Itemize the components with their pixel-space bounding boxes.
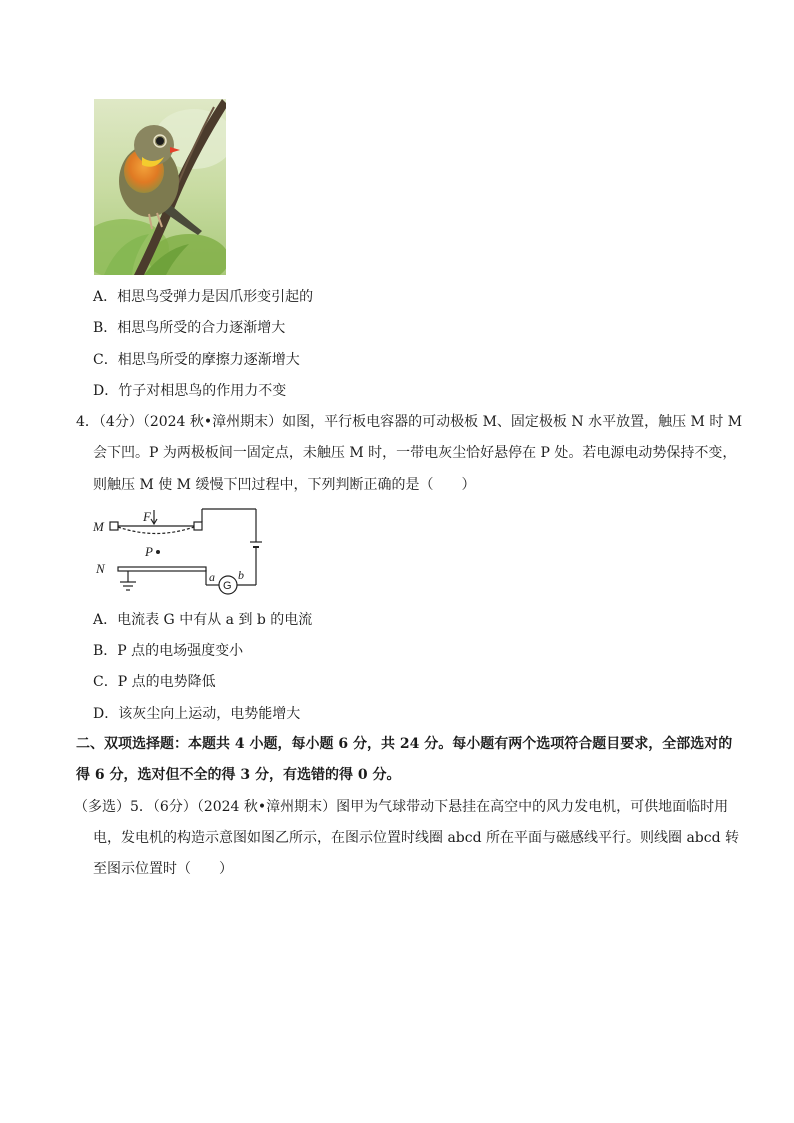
q5-stem-line-2: 电，发电机的构造示意图如图乙所示，在图示位置时线圈 abcd 所在平面与磁感线平行。则线圈 abcd 转 — [93, 830, 740, 846]
label-f: F — [143, 509, 151, 524]
q4-stem-line-1: 4．（4分）（2024 秋•漳州期末）如图，平行板电容器的可动极板 M、固定极板 N 水平放置，触压 M 时 M — [76, 414, 743, 430]
label-n: N — [96, 561, 105, 576]
plate-m-right-support — [194, 522, 202, 530]
q5-stem-line-3: 至图示位置时（ ） — [93, 861, 233, 877]
plate-n — [118, 567, 206, 571]
label-b: b — [238, 568, 244, 582]
section-2-heading-line-1: 二、双项选择题：本题共 4 小题，每小题 6 分，共 24 分。每小题有两个选项符合题目要求，全部选对的 — [76, 736, 733, 752]
label-a: a — [209, 570, 215, 584]
circuit-svg — [92, 506, 270, 598]
label-p: P — [145, 544, 153, 559]
q4-option-c: C．P 点的电势降低 — [93, 674, 216, 690]
plate-m-left-support — [110, 522, 118, 530]
q4-option-d: D．该灰尘向上运动，电势能增大 — [93, 706, 301, 722]
point-p-dot — [156, 550, 160, 554]
plate-m-deformed — [118, 527, 194, 534]
label-g: G — [223, 580, 232, 592]
section-2-heading-line-2: 得 6 分，选对但不全的得 3 分，有选错的得 0 分。 — [76, 767, 401, 783]
label-m: M — [93, 519, 104, 534]
q5-stem-line-1: （多选）5．（6分）（2024 秋•漳州期末）图甲为气球带动下悬挂在高空中的风力发电机，可供地面临时用 — [74, 799, 729, 815]
q4-stem-line-2: 会下凹。P 为两极板间一固定点，未触压 M 时，一带电灰尘恰好悬停在 P 处。若电源电动势保持不变， — [93, 445, 737, 461]
q4-stem-line-3: 则触压 M 使 M 缓慢下凹过程中，下列判断正确的是（ ） — [93, 477, 476, 493]
capacitor-circuit-diagram — [92, 506, 270, 598]
bird-photo — [94, 99, 226, 275]
q4-option-b: B．P 点的电场强度变小 — [93, 643, 244, 659]
q3-option-d: D．竹子对相思鸟的作用力不变 — [93, 383, 287, 399]
q3-option-b: B．相思鸟所受的合力逐渐增大 — [93, 320, 286, 336]
q3-option-c: C．相思鸟所受的摩擦力逐渐增大 — [93, 352, 300, 368]
q4-option-a: A．电流表 G 中有从 a 到 b 的电流 — [93, 612, 313, 628]
bird-on-branch-image — [94, 99, 226, 275]
q3-option-a: A．相思鸟受弹力是因爪形变引起的 — [93, 289, 314, 305]
